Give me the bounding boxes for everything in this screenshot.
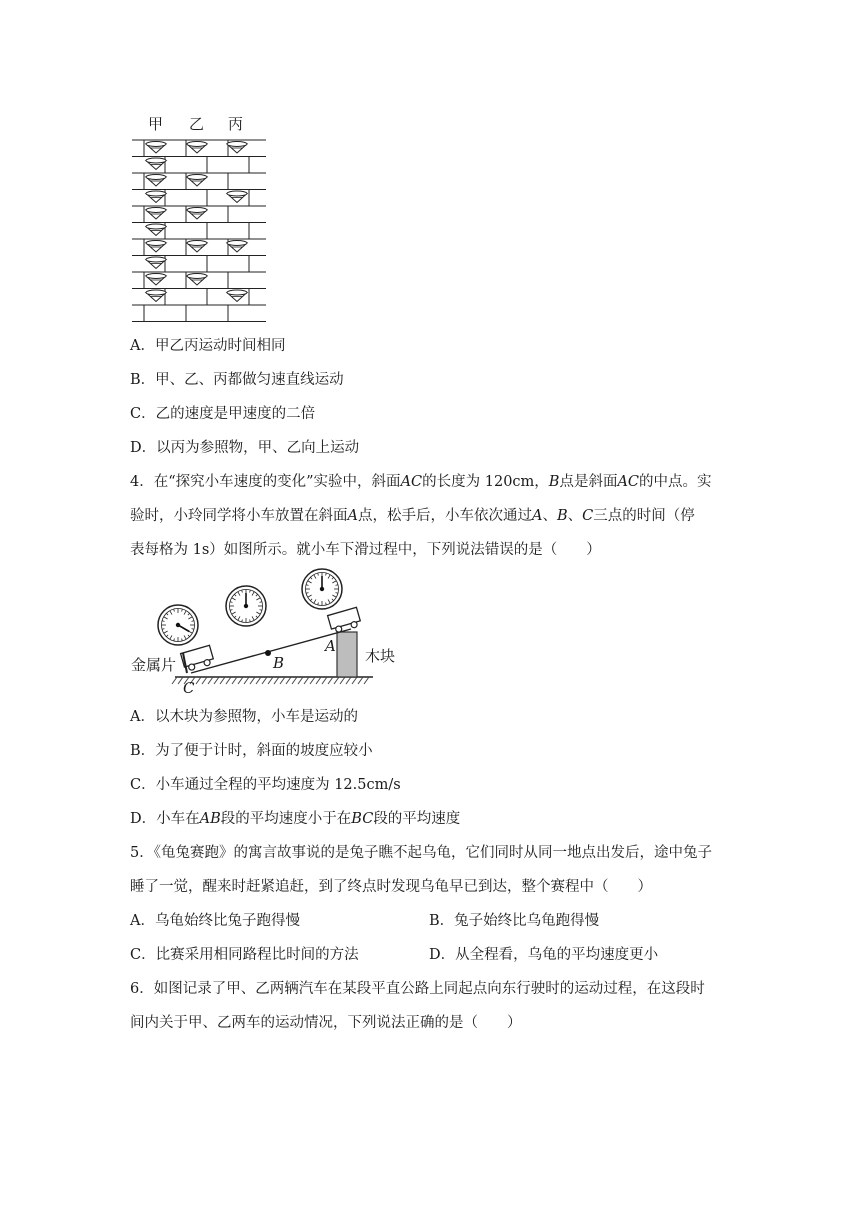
label-point-a: A (325, 637, 336, 655)
q4-option-a: A．以木块为参照物，小车是运动的 (130, 709, 358, 725)
q3-option-a: A．甲乙丙运动时间相同 (130, 338, 286, 354)
q6-stem-line-2: 间内关于甲、乙两车的运动情况，下列说法正确的是（ ） (130, 1015, 522, 1031)
col-label-yi: 乙 (189, 115, 205, 133)
label-point-c: C (183, 679, 195, 697)
q3-option-b: B．甲、乙、丙都做匀速直线运动 (130, 372, 344, 388)
q4-stem-line-2: 验时，小玲同学将小车放置在斜面A点，松手后，小车依次通过A、B、C三点的时间（停 (130, 508, 695, 524)
q5-stem-line-1: 5．《龟兔赛跑》的寓言故事说的是兔子瞧不起乌龟，它们同时从同一地点出发后，途中兔子 (130, 845, 712, 861)
label-metal-sheet: 金属片 (131, 656, 177, 674)
label-point-b: B (273, 654, 285, 672)
q4-stem-line-1: 4．在“探究小车速度的变化”实验中，斜面AC的长度为 120cm，B点是斜面AC的中点。实 (130, 474, 712, 490)
q3-option-d: D．以丙为参照物，甲、乙向上运动 (130, 440, 360, 456)
q3-option-c: C．乙的速度是甲速度的二倍 (130, 406, 316, 422)
q5-option-c: C．比赛采用相同路程比时间的方法 (130, 947, 359, 963)
q5-option-a: A．乌龟始终比兔子跑得慢 (130, 913, 300, 929)
incline-figure (125, 565, 415, 700)
q4-option-d: D．小车在AB段的平均速度小于在BC段的平均速度 (130, 811, 461, 827)
q5-option-b: B．兔子始终比乌龟跑得慢 (429, 913, 600, 929)
col-label-jia: 甲 (148, 115, 164, 133)
q4-stem-line-3: 表每格为 1s）如图所示。就小车下滑过程中，下列说法错误的是（ ） (130, 542, 601, 558)
q5-stem-line-2: 睡了一觉，醒来时赶紧追赶，到了终点时发现乌龟早已到达，整个赛程中（ ） (130, 879, 652, 895)
brick-wall-figure (130, 108, 270, 323)
q4-option-c: C．小车通过全程的平均速度为 12.5cm/s (130, 777, 401, 793)
col-label-bing: 丙 (228, 115, 244, 133)
label-wood-block: 木块 (365, 647, 396, 665)
q6-stem-line-1: 6．如图记录了甲、乙两辆汽车在某段平直公路上同起点向东行驶时的运动过程，在这段时 (130, 981, 705, 997)
q5-option-d: D．从全程看，乌龟的平均速度更小 (429, 947, 659, 963)
q4-option-b: B．为了便于计时，斜面的坡度应较小 (130, 743, 373, 759)
